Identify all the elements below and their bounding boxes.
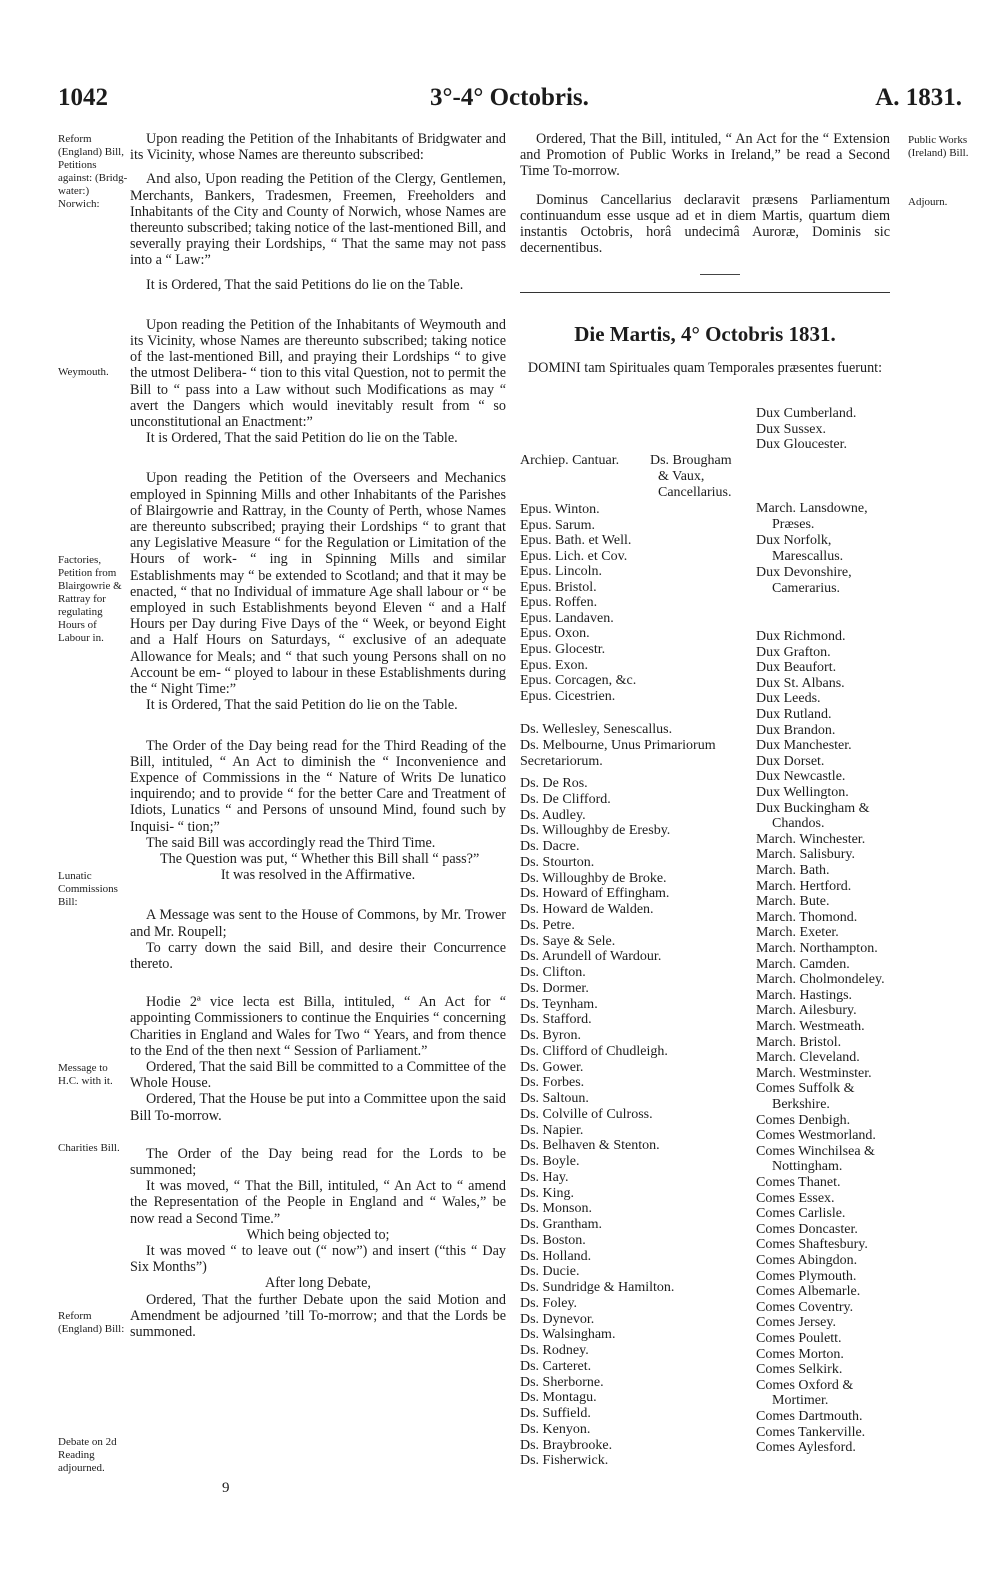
paragraph: Ordered, That the House be put into a Committee upon the said Bill To-morrow. — [130, 1091, 506, 1124]
lord-entry: March. Cholmondeley. — [756, 972, 885, 988]
paragraph: Ordered, That the Bill, intituled, “ An Act for the “ Extension and Promotion of Public Works in Ireland,” be read a Second Time To-morrow. — [520, 131, 890, 180]
lord-entry: Ds. Melbourne, Unus Primariorum — [520, 738, 716, 753]
lord-entry: Epus. Oxon. — [520, 626, 590, 642]
lord-entry: Comes Coventry. — [756, 1299, 854, 1315]
lord-entry: Dux Brandon. — [756, 722, 836, 738]
lord-entry: Comes Carlisle. — [756, 1206, 846, 1222]
signature-mark: 9 — [222, 1480, 230, 1496]
lord-entry: Dux Wellington. — [756, 785, 849, 800]
lord-entry: Nottingham. — [772, 1159, 843, 1175]
margin-note-factories: Factories, Petition from Blairgowrie & Rattray for regulating Hours of Labour in. — [58, 554, 122, 644]
lord-entry: Epus. Bath. et Well. — [520, 533, 632, 549]
page-date: 3°-4° Octobris. — [430, 84, 589, 111]
paragraph: Upon reading the Petition of the Inhabitants of Weymouth and its Vicinity, whose Names are thereunto subscribed; taking notice of the last-mentioned Bill, and praying their Lordships “ to give the utmost Delibera- “ tion to this vital Question, not to permit the Bill to “ pass into a Law without such Modifications as may “ avert the Dangers which would inevitably result from “ so unconstitutional an Enactment:” — [130, 316, 506, 431]
lord-entry: Comes Abingdon. — [756, 1253, 858, 1268]
lord-entry: Epus. Winton. — [520, 502, 600, 517]
lord-entry: Dux Leeds. — [756, 691, 821, 707]
lord-entry: Ds. Belhaven & Stenton. — [520, 1138, 660, 1154]
lord-entry: Ds. Stafford. — [520, 1012, 592, 1028]
lord-entry: Comes Suffolk & — [756, 1081, 855, 1097]
page-number: 1042 — [58, 84, 108, 111]
lord-entry: Ds. Rodney. — [520, 1343, 589, 1358]
lord-entry: Ds. Walsingham. — [520, 1327, 616, 1343]
lord-entry: Ds. Boyle. — [520, 1154, 580, 1169]
paragraph: It was moved, “ That the Bill, intituled, “ An Act to “ amend the Representation of the People in England and “ Wales,” be now read a Second Time.” — [130, 1178, 506, 1227]
lord-entry: Mortimer. — [772, 1393, 829, 1409]
margin-note-lunatic: Lunatic Commissions Bill: — [58, 870, 118, 908]
lord-entry: Ds. Suffield. — [520, 1406, 591, 1421]
lord-entry: Ds. King. — [520, 1185, 575, 1201]
paragraph: Which being objected to; — [246, 1226, 390, 1243]
lord-entry: Comes Tankerville. — [756, 1424, 866, 1440]
lord-entry: Ds. Howard of Effingham. — [520, 886, 670, 902]
lord-entry: Ds. Ducie. — [520, 1264, 580, 1280]
lord-entry: Epus. Lincoln. — [520, 564, 603, 580]
lord-entry: Ds. Dormer. — [520, 980, 589, 996]
paragraph: The Order of the Day being read for the Lords to be summoned; — [130, 1145, 506, 1178]
paragraph: Upon reading the Petition of the Inhabitants of Bridgwater and its Vicinity, whose Names are thereunto subscribed: — [130, 131, 506, 164]
lord-entry: March. Westminster. — [756, 1065, 872, 1081]
lord-entry: Comes Jersey. — [756, 1315, 836, 1331]
lord-entry: March. Lansdowne, — [756, 501, 868, 516]
margin-note-charities: Charities Bill. — [58, 1142, 120, 1154]
lord-entry: Secretariorum. — [520, 754, 603, 769]
lord-entry: Ds. Willoughby de Eresby. — [520, 823, 671, 839]
margin-note-debate: Debate on 2d Reading adjourned. — [58, 1436, 117, 1474]
lord-entry: Comes Poulett. — [756, 1331, 842, 1346]
lord-entry: Dux Dorset. — [756, 753, 825, 769]
lord-entry: Archiep. Cantuar. — [520, 453, 620, 468]
lord-entry: Ds. Willoughby de Broke. — [520, 870, 667, 886]
lord-entry: Comes Doncaster. — [756, 1221, 858, 1237]
lord-entry: Ds. Brougham — [650, 453, 732, 468]
paragraph: The said Bill was accordingly read the Third Time. — [146, 834, 436, 851]
section-heading: Die Martis, 4° Octobris 1831. — [574, 322, 836, 346]
lord-entry: Ds. Montagu. — [520, 1390, 597, 1406]
lord-entry: Dux Cumberland. — [756, 406, 857, 421]
lord-entry: Comes Shaftesbury. — [756, 1237, 868, 1253]
short-rule — [700, 274, 740, 275]
right-column — [520, 131, 890, 256]
lord-entry: Dux Norfolk, — [756, 533, 832, 548]
lord-entry: Comes Thanet. — [756, 1175, 841, 1190]
margin-note-public-works: Public Works (Ireland) Bill. — [908, 134, 969, 159]
lord-entry: March. Camden. — [756, 956, 850, 972]
lord-entry: March. Bristol. — [756, 1034, 842, 1050]
lord-entry: Ds. Carteret. — [520, 1358, 592, 1374]
lord-entry: Comes Winchilsea & — [756, 1143, 875, 1159]
lord-entry: Ds. Wellesley, Senescallus. — [520, 722, 673, 737]
paragraph: Upon reading the Petition of the Overseers and Mechanics employed in Spinning Mills and other Inhabitants of the Parishes of Blairgowrie and Rattray, in the County of Perth, whose Names are thereunto subscribed; praying their Lordships “ to grant that any Legislative Measure “ for the Regulation or Limitation of the Hours of work- “ ing in Spinning Mills and similar Establishments may “ be extended to Scotland; and that it may be enacted, “ that no Individual of immature Age shall labour or “ be employed in such Establishments beyond Eleven “ and a Half Hours per Day during Five Days of the “ Week, or beyond Eight and a Half Hours on Saturdays, “ exclusive of an adequate Allowance for Meals; and “ that such young Persons shall on no Account be em- “ ployed to labour in these Establishments during the “ Night Time:” — [130, 470, 506, 698]
paragraph: It was resolved in the Affirmative. — [220, 867, 416, 884]
lord-entry: Ds. Dacre. — [520, 839, 580, 854]
lord-entry: Berkshire. — [772, 1097, 830, 1112]
lord-entry: Ds. Holland. — [520, 1248, 592, 1264]
lord-entry: Comes Morton. — [756, 1346, 844, 1362]
lord-entry: March. Bute. — [756, 894, 830, 910]
lord-entry: March. Bath. — [756, 863, 830, 878]
paragraph: Dominus Cancellarius declaravit præsens Parliamentum continuandum esse usque ad et in diem Martis, quartum diem instantis Octobris, horâ undecimâ Auroræ, Dominis sic decernentibus. — [520, 191, 890, 257]
lord-entry: Comes Plymouth. — [756, 1268, 857, 1284]
lord-entry: Dux Newcastle. — [756, 769, 846, 785]
lord-entry: Epus. Roffen. — [520, 595, 598, 611]
lord-entry: Epus. Corcagen, &c. — [520, 673, 637, 689]
margin-note-message: Message to H.C. with it. — [58, 1062, 113, 1087]
lord-entry: Comes Dartmouth. — [756, 1409, 863, 1424]
lord-entry: Chandos. — [772, 816, 825, 832]
lord-entry: Ds. Kenyon. — [520, 1421, 591, 1437]
lord-entry: Dux Sussex. — [756, 421, 827, 437]
lord-entry: Ds. Sherborne. — [520, 1374, 604, 1390]
margin-note-weymouth: Weymouth. — [58, 366, 109, 378]
lord-entry: Epus. Bristol. — [520, 579, 597, 595]
margin-note-reform: Reform (England) Bill, Petitions against: (Bridg-water:) Norwich: — [58, 133, 128, 210]
section-rule — [520, 292, 890, 293]
lord-entry: Ds. Petre. — [520, 917, 575, 933]
lord-entry: Dux Gloucester. — [756, 437, 847, 452]
lord-entry: March. Winchester. — [756, 831, 866, 847]
margin-note-reform2: Reform (England) Bill: — [58, 1310, 125, 1335]
lord-entry: Ds. De Ros. — [520, 776, 588, 791]
lord-entry: Ds. Hay. — [520, 1169, 569, 1185]
lord-entry: Ds. Boston. — [520, 1232, 586, 1248]
lord-entry: Ds. Foley. — [520, 1295, 578, 1311]
lord-entry: Epus. Lich. et Cov. — [520, 548, 628, 564]
lord-entry: March. Westmeath. — [756, 1019, 865, 1034]
lord-entry: March. Hertford. — [756, 878, 852, 894]
paragraph: It was moved “ to leave out (“ now”) and insert (“this “ Day Six Months”) — [130, 1242, 506, 1276]
lord-entry: Ds. Audley. — [520, 807, 586, 823]
lord-entry: Epus. Sarum. — [520, 517, 596, 533]
lord-entry: Ds. Clifton. — [520, 965, 586, 980]
lord-entry: March. Northampton. — [756, 941, 878, 956]
lord-entry: March. Thomond. — [756, 909, 858, 925]
lord-entry: March. Salisbury. — [756, 847, 856, 863]
left-column — [130, 131, 506, 1340]
lord-entry: Ds. Howard de Walden. — [520, 902, 654, 917]
lord-entry: & Vaux, — [658, 469, 705, 484]
lord-entry: Ds. Saltoun. — [520, 1091, 589, 1106]
lord-entry: Dux Manchester. — [756, 738, 852, 754]
lord-entry: Dux Devonshire, — [756, 565, 852, 580]
lord-entry: Ds. Fisherwick. — [520, 1453, 609, 1469]
lord-entry: Comes Essex. — [756, 1190, 835, 1206]
lord-entry: March. Cleveland. — [756, 1050, 860, 1066]
paragraph: The Question was put, “ Whether this Bill shall “ pass?” — [160, 850, 480, 867]
lord-entry: Epus. Exon. — [520, 657, 589, 673]
paragraph: After long Debate, — [265, 1275, 371, 1292]
attendance-intro: DOMINI tam Spirituales quam Temporales præsentes fuerunt: — [527, 360, 883, 376]
lord-entry: Ds. Sundridge & Hamilton. — [520, 1280, 675, 1295]
paragraph: To carry down the said Bill, and desire their Concurrence thereto. — [130, 939, 506, 972]
lord-entry: Ds. Napier. — [520, 1122, 584, 1138]
lord-entry: Comes Oxford & — [756, 1377, 854, 1393]
lord-entry: Ds. Grantham. — [520, 1217, 603, 1232]
lord-entry: Dux Grafton. — [756, 644, 831, 660]
lord-entry: Epus. Glocestr. — [520, 641, 606, 657]
lord-entry: Dux Rutland. — [756, 707, 832, 722]
paragraph: Hodie 2ª vice lecta est Billa, intituled, “ An Act for “ appointing Commissioners to continue the Enquiries “ concerning Charities in England and Wales for Two “ Years, and from thence to the End of the then next “ Session of Parliament.” — [130, 994, 506, 1059]
lord-entry: Ds. Colville of Culross. — [520, 1106, 653, 1122]
lord-entry: Ds. Byron. — [520, 1028, 582, 1043]
lord-entry: Ds. Stourton. — [520, 854, 595, 870]
lord-entry: Ds. Monson. — [520, 1201, 592, 1217]
paragraph: It is Ordered, That the said Petition do lie on the Table. — [146, 697, 458, 714]
lord-entry: Ds. Forbes. — [520, 1075, 585, 1091]
paragraph: Ordered, That the further Debate upon the said Motion and Amendment be adjourned ’till To-morrow; and that the Lords be summoned. — [130, 1291, 506, 1340]
lord-entry: Comes Westmorland. — [756, 1128, 876, 1144]
lord-entry: Dux Richmond. — [756, 629, 846, 644]
lord-entry: Comes Aylesford. — [756, 1440, 856, 1456]
lord-entry: Dux St. Albans. — [756, 675, 845, 691]
lord-entry: Ds. Clifford of Chudleigh. — [520, 1043, 668, 1059]
lord-entry: Præses. — [772, 517, 815, 532]
lord-entry: March. Ailesbury. — [756, 1003, 857, 1019]
lord-entry: Comes Denbigh. — [756, 1112, 851, 1128]
paragraph: Ordered, That the said Bill be committed to a Committee of the Whole House. — [130, 1058, 506, 1092]
lord-entry: Epus. Cicestrien. — [520, 688, 616, 704]
lord-entry: Ds. Teynham. — [520, 996, 598, 1012]
paragraph: The Order of the Day being read for the Third Reading of the Bill, intituled, “ An Act to diminish the “ Inconvenience and Expence of Commissions in the “ Nature of Writs De lunatico inquirendo; and to provide “ for the better Care and Treatment of Idiots, Lunatics “ and Persons of unsound Mind, found such by Inquisi- “ tion;” — [130, 737, 506, 835]
paragraph: It is Ordered, That the said Petitions do lie on the Table. — [146, 276, 464, 293]
lord-entry: Ds. Saye & Sele. — [520, 933, 616, 949]
paragraph: And also, Upon reading the Petition of the Clergy, Gentlemen, Merchants, Bankers, Tradesmen, Freemen, Freeholders and Inhabitants of the City and County of Norwich, whose Names are thereunto subscribed; taking notice of the last-mentioned Bill, and severally praying their Lordships, “ That the same may not pass into a “ Law:” — [130, 171, 506, 269]
lord-entry: Comes Selkirk. — [756, 1362, 843, 1378]
lord-entry: Dux Buckingham & — [756, 800, 870, 816]
lord-entry: Comes Albemarle. — [756, 1284, 861, 1300]
lord-entry: Ds. Dynevor. — [520, 1311, 595, 1327]
lord-entry: Camerarius. — [772, 581, 841, 596]
lord-entry: Ds. De Clifford. — [520, 791, 611, 807]
lord-entry: Cancellarius. — [658, 485, 732, 500]
paragraph: A Message was sent to the House of Commons, by Mr. Trower and Mr. Roupell; — [130, 907, 506, 940]
paragraph: It is Ordered, That the said Petition do lie on the Table. — [146, 430, 458, 447]
lord-entry: Marescallus. — [772, 549, 844, 564]
lord-entry: Epus. Landaven. — [520, 610, 614, 626]
lord-entry: March. Hastings. — [756, 987, 853, 1003]
margin-note-adjourn: Adjourn. — [908, 196, 948, 208]
lord-entry: Ds. Gower. — [520, 1059, 584, 1075]
lord-entry: March. Exeter. — [756, 925, 839, 941]
lord-entry: Dux Beaufort. — [756, 660, 837, 676]
lord-entry: Ds. Arundell of Wardour. — [520, 949, 662, 965]
page-year: A. 1831. — [875, 84, 962, 111]
lord-entry: Ds. Braybrooke. — [520, 1437, 613, 1453]
